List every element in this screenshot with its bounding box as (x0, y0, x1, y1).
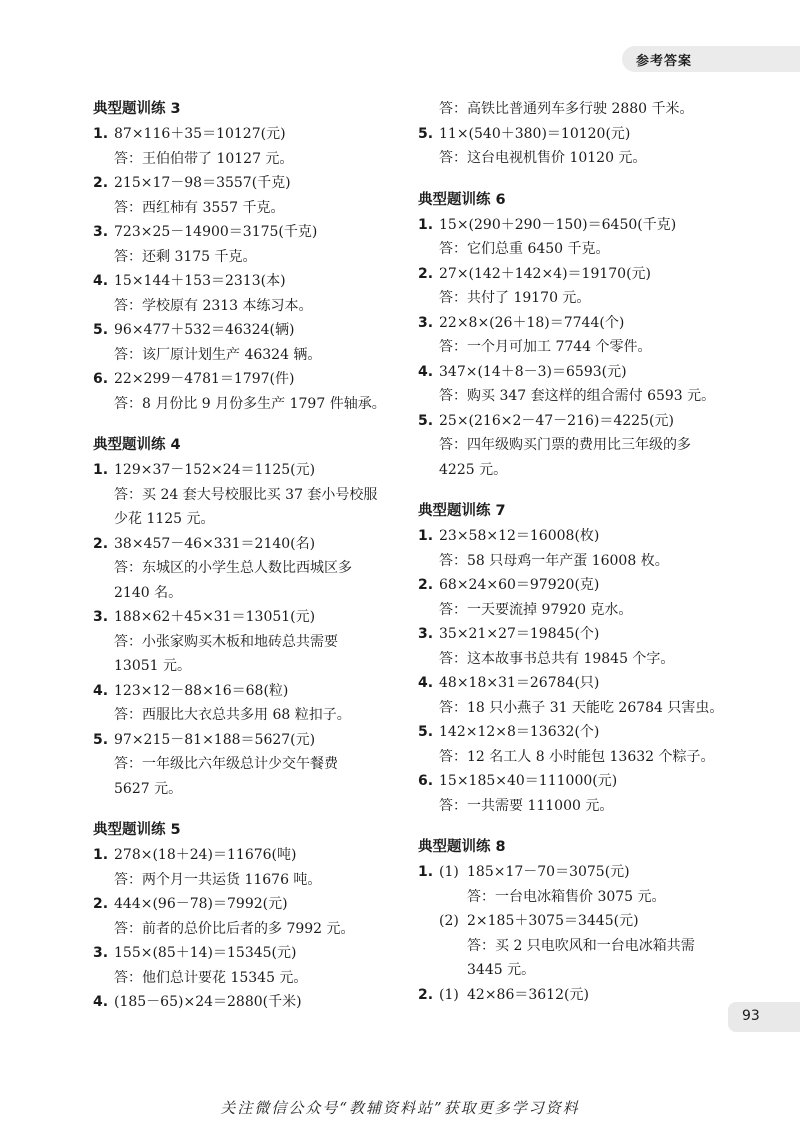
sub-question-label: (2) (439, 913, 459, 929)
question-number: 5. (93, 731, 109, 748)
equation: 22×299－4781＝1797(件) (114, 371, 295, 387)
answer-line: 少花 1125 元。 (114, 511, 215, 527)
question-line (418, 671, 748, 696)
equation: 15×(290＋290－150)＝6450(千克) (439, 216, 677, 233)
answer-line: 答：一个月可加工 7744 个零件。 (439, 339, 652, 355)
equation: 129×37－152×24＝1125(元) (114, 462, 316, 478)
question-number: 4. (418, 363, 434, 380)
equation: 38×457－46×331＝2140(名) (114, 535, 316, 552)
equation: 142×12×8＝13632(个) (439, 724, 600, 740)
question-number: 2. (93, 175, 109, 191)
question-number: 1. (93, 126, 109, 142)
equation: 185×17－70＝3075(元) (467, 864, 630, 880)
equation: 15×185×40＝111000(元) (439, 773, 618, 789)
equation: 15×144＋153＝2313(本) (114, 273, 286, 289)
right-sections (418, 188, 748, 819)
section-title: 典型题训练 8 (418, 839, 506, 855)
question-line (93, 941, 413, 966)
question-line (93, 171, 413, 196)
equation: 97×215－81×188＝5627(元) (114, 731, 316, 748)
section-8 (418, 835, 748, 1007)
equation: 27×(142＋142×4)＝19170(元) (439, 265, 652, 282)
answer-line: 答：8 月份比 9 月份多生产 1797 件轴承。 (114, 395, 386, 412)
question-line (418, 360, 748, 385)
answer-line: 答：他们总计要花 15345 元。 (114, 969, 308, 986)
question-number: 3. (93, 609, 109, 625)
equation: 96×477＋532＝46324(辆) (114, 322, 295, 338)
question-number: 4. (93, 994, 109, 1010)
question-number: 2. (93, 896, 109, 912)
answer-line: 答：王伯伯带了 10127 元。 (114, 150, 294, 167)
question-line (418, 262, 748, 287)
question-line (418, 622, 748, 647)
equation: 215×17－98＝3557(千克) (114, 175, 291, 191)
question-line (93, 318, 413, 343)
section-title: 典型题训练 4 (93, 437, 181, 453)
exercise-section (418, 499, 748, 818)
question-number: 5. (418, 125, 434, 142)
left-column (93, 97, 413, 1032)
equation: 48×18×31＝26784(只) (439, 675, 600, 691)
equation: 188×62＋45×31＝13051(元) (114, 609, 316, 625)
question-line (418, 909, 748, 934)
question-line (418, 720, 748, 745)
equation: 11×(540＋380)＝10120(元) (439, 125, 631, 142)
answer-line: 答：一天要流掉 97920 克水。 (439, 601, 633, 618)
question-line (418, 524, 748, 549)
equation: 35×21×27＝19845(个) (439, 626, 600, 642)
equation: 22×8×(26＋18)＝7744(个) (439, 314, 625, 331)
question-number: 3. (93, 945, 109, 961)
equation: 123×12－88×16＝68(粒) (114, 682, 289, 699)
answer-line: 答：两个月一共运货 11676 吨。 (114, 871, 322, 888)
question-line (93, 990, 413, 1015)
equation: 723×25－14900＝3175(千克) (114, 224, 318, 240)
question-number: 2. (418, 577, 434, 593)
question-line (418, 983, 748, 1008)
answer-line: 答：一共需要 111000 元。 (439, 797, 614, 814)
equation: 155×(85＋14)＝15345(元) (114, 945, 297, 961)
question-number: 2. (418, 265, 434, 282)
equation: 87×116＋35＝10127(元) (114, 126, 286, 142)
continuation-block (418, 97, 748, 171)
question-number: 1. (418, 528, 434, 544)
equation: 2×185＋3075＝3445(元) (467, 913, 639, 929)
answer-line: 答：还剩 3175 千克。 (114, 248, 257, 265)
answer-line: 答：这台电视机售价 10120 元。 (439, 150, 647, 166)
exercise-section (418, 188, 748, 483)
question-line (93, 892, 413, 917)
exercise-section (93, 818, 413, 1015)
question-number: 5. (418, 412, 434, 429)
answer-line: 答：买 2 只电吹风和一台电冰箱共需 (467, 937, 695, 954)
exercise-section (93, 97, 413, 416)
question-number: 4. (93, 682, 109, 699)
answer-line: 答：学校原有 2313 本练习本。 (114, 297, 313, 314)
equation: (185－65)×24＝2880(千米) (114, 994, 302, 1010)
exercise-section (93, 433, 413, 801)
question-number: 1. (93, 847, 109, 863)
sub-question-label: (1) (439, 864, 459, 880)
equation: 444×(96－78)＝7992(元) (114, 896, 288, 912)
question-number: 1. (418, 864, 434, 880)
answer-line: 5627 元。 (114, 780, 183, 797)
question-line (93, 679, 413, 704)
question-number: 1. (418, 216, 434, 233)
question-line (93, 843, 413, 868)
question-number: 6. (93, 371, 109, 387)
answer-line: 答：西红柿有 3557 千克。 (114, 199, 285, 216)
question-number: 3. (418, 626, 434, 642)
question-number: 6. (418, 773, 434, 789)
question-line (418, 573, 748, 598)
page-number: 93 (742, 1008, 760, 1024)
question-line (93, 122, 413, 147)
section-title: 典型题训练 5 (93, 822, 181, 838)
answer-line: 答：18 只小燕子 31 天能吃 26784 只害虫。 (439, 699, 724, 716)
question-line (93, 220, 413, 245)
answer-line: 答：西服比大衣总共多用 68 粒扣子。 (114, 707, 351, 723)
question-line (418, 860, 748, 885)
question-line (93, 367, 413, 392)
answer-line: 答：一台电冰箱售价 3075 元。 (467, 888, 666, 905)
section-title: 典型题训练 6 (418, 191, 506, 208)
answer-line: 答：高铁比普通列车多行驶 2880 千米。 (439, 101, 694, 117)
footer-note: 关注微信公众号“教辅资料站”获取更多学习资料 (220, 1099, 580, 1117)
answer-line: 答：小张家购买木板和地砖总共需要 (114, 633, 338, 650)
answer-line: 答：58 只母鸡一年产蛋 16008 枚。 (439, 552, 669, 569)
answer-line: 答：四年级购买门票的费用比三年级的多 (439, 437, 691, 453)
equation: 42×86＝3612(元) (467, 986, 589, 1003)
answer-line: 答：该厂原计划生产 46324 辆。 (114, 346, 322, 363)
question-line (418, 311, 748, 336)
question-line (93, 532, 413, 557)
answer-line: 答：共付了 19170 元。 (439, 290, 591, 306)
question-number: 4. (418, 675, 434, 691)
answer-line: 答：东城区的小学生总人数比西城区多 (114, 560, 352, 576)
sub-question-label: (1) (439, 986, 459, 1003)
question-number: 2. (93, 535, 109, 552)
answer-line: 2140 名。 (114, 584, 183, 601)
question-number: 3. (418, 314, 434, 331)
question-number: 5. (93, 322, 109, 338)
question-number: 4. (93, 273, 109, 289)
answer-line: 答：购买 347 套这样的组合需付 6593 元。 (439, 388, 716, 404)
answer-line: 4225 元。 (439, 461, 508, 478)
question-line (418, 769, 748, 794)
equation: 25×(216×2－47－216)＝4225(元) (439, 412, 674, 429)
right-column (418, 97, 748, 1024)
question-number: 1. (93, 462, 109, 478)
answer-line: 答：它们总重 6450 千克。 (439, 241, 610, 257)
question-line (418, 122, 748, 147)
section-title: 典型题训练 7 (418, 503, 506, 519)
question-number: 2. (418, 986, 434, 1003)
question-line (93, 728, 413, 753)
equation: 278×(18＋24)＝11676(吨) (114, 847, 297, 863)
answer-line: 答：12 名工人 8 小时能包 13632 个粽子。 (439, 748, 715, 765)
answer-line: 答：一年级比六年级总计少交午餐费 (114, 756, 338, 772)
header-label: 参考答案 (636, 54, 693, 69)
question-number: 3. (93, 224, 109, 240)
answer-line: 答：买 24 套大号校服比买 37 套小号校服 (114, 486, 378, 503)
answer-line: 13051 元。 (114, 658, 191, 674)
question-line (93, 458, 413, 483)
equation: 347×(14＋8－3)＝6593(元) (439, 363, 627, 380)
page-number-tab (728, 1002, 800, 1032)
question-line (93, 605, 413, 630)
answer-line: 答：这本故事书总共有 19845 个字。 (439, 650, 675, 667)
question-line (418, 409, 748, 434)
equation: 68×24×60＝97920(克) (439, 577, 600, 593)
equation: 23×58×12＝16008(枚) (439, 528, 600, 544)
section-title: 典型题训练 3 (93, 101, 181, 117)
answer-line: 3445 元。 (467, 962, 536, 978)
question-number: 5. (418, 724, 434, 740)
question-line (93, 269, 413, 294)
question-line (418, 213, 748, 238)
answer-line: 答：前者的总价比后者的多 7992 元。 (114, 920, 355, 937)
